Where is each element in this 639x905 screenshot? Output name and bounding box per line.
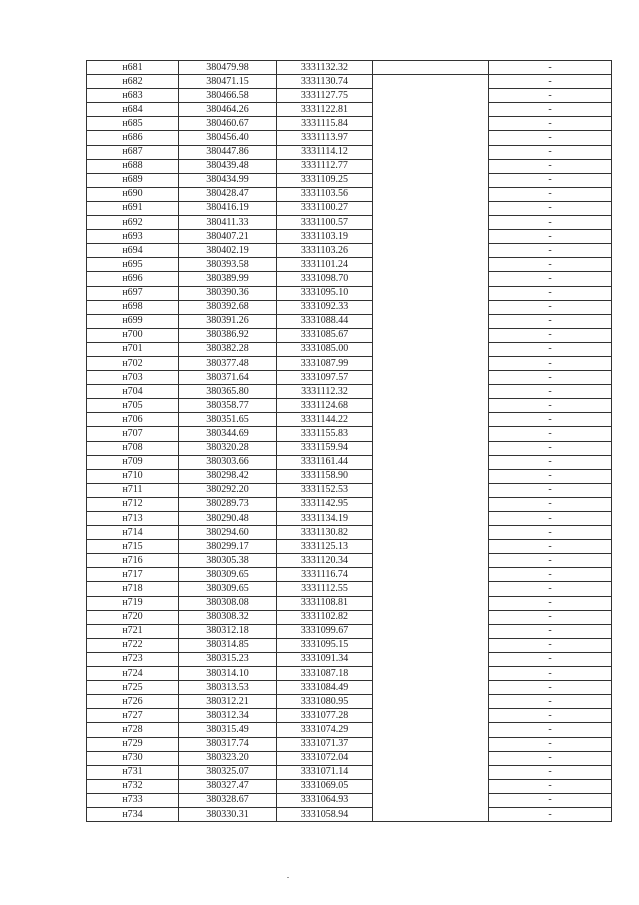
table-row — [87, 652, 612, 666]
note-cell: - — [489, 695, 612, 709]
point-id-cell: н684 — [87, 103, 179, 117]
point-id-cell: н715 — [87, 540, 179, 554]
y-coordinate-cell: 3331088.44 — [277, 314, 373, 328]
table-row — [87, 328, 612, 342]
table-row — [87, 667, 612, 681]
note-cell: - — [489, 667, 612, 681]
y-coordinate-cell: 3331058.94 — [277, 807, 373, 821]
y-coordinate-cell: 3331099.67 — [277, 624, 373, 638]
table-row — [87, 258, 612, 272]
x-coordinate-cell: 380289.73 — [179, 497, 277, 511]
table-row — [87, 385, 612, 399]
empty-cell — [373, 61, 489, 75]
note-cell: - — [489, 483, 612, 497]
y-coordinate-cell: 3331116.74 — [277, 568, 373, 582]
point-id-cell: н729 — [87, 737, 179, 751]
x-coordinate-cell: 380358.77 — [179, 399, 277, 413]
note-cell: - — [489, 75, 612, 89]
point-id-cell: н700 — [87, 328, 179, 342]
point-id-cell: н726 — [87, 695, 179, 709]
point-id-cell: н687 — [87, 145, 179, 159]
point-id-cell: н713 — [87, 512, 179, 526]
x-coordinate-cell: 380393.58 — [179, 258, 277, 272]
x-coordinate-cell: 380344.69 — [179, 427, 277, 441]
point-id-cell: н709 — [87, 455, 179, 469]
y-coordinate-cell: 3331120.34 — [277, 554, 373, 568]
y-coordinate-cell: 3331125.13 — [277, 540, 373, 554]
x-coordinate-cell: 380389.99 — [179, 272, 277, 286]
note-cell: - — [489, 173, 612, 187]
point-id-cell: н681 — [87, 61, 179, 75]
x-coordinate-cell: 380312.18 — [179, 624, 277, 638]
table-row — [87, 779, 612, 793]
point-id-cell: н701 — [87, 342, 179, 356]
y-coordinate-cell: 3331112.77 — [277, 159, 373, 173]
y-coordinate-cell: 3331112.55 — [277, 582, 373, 596]
x-coordinate-cell: 380290.48 — [179, 512, 277, 526]
point-id-cell: н690 — [87, 187, 179, 201]
table-row — [87, 201, 612, 215]
y-coordinate-cell: 3331071.14 — [277, 765, 373, 779]
coordinates-table — [86, 60, 612, 822]
y-coordinate-cell: 3331069.05 — [277, 779, 373, 793]
point-id-cell: н717 — [87, 568, 179, 582]
point-id-cell: н686 — [87, 131, 179, 145]
point-id-cell: н720 — [87, 610, 179, 624]
table-row — [87, 117, 612, 131]
x-coordinate-cell: 380317.74 — [179, 737, 277, 751]
table-row — [87, 103, 612, 117]
x-coordinate-cell: 380382.28 — [179, 342, 277, 356]
y-coordinate-cell: 3331114.12 — [277, 145, 373, 159]
x-coordinate-cell: 380456.40 — [179, 131, 277, 145]
table-row — [87, 737, 612, 751]
y-coordinate-cell: 3331132.32 — [277, 61, 373, 75]
x-coordinate-cell: 380315.23 — [179, 652, 277, 666]
x-coordinate-cell: 380323.20 — [179, 751, 277, 765]
table-row — [87, 399, 612, 413]
table-row — [87, 441, 612, 455]
y-coordinate-cell: 3331071.37 — [277, 737, 373, 751]
y-coordinate-cell: 3331103.26 — [277, 244, 373, 258]
note-cell: - — [489, 807, 612, 821]
note-cell: - — [489, 89, 612, 103]
x-coordinate-cell: 380466.58 — [179, 89, 277, 103]
table-row — [87, 681, 612, 695]
point-id-cell: н724 — [87, 667, 179, 681]
x-coordinate-cell: 380312.34 — [179, 709, 277, 723]
table-row — [87, 582, 612, 596]
y-coordinate-cell: 3331072.04 — [277, 751, 373, 765]
y-coordinate-cell: 3331142.95 — [277, 497, 373, 511]
table-row — [87, 145, 612, 159]
x-coordinate-cell: 380315.49 — [179, 723, 277, 737]
x-coordinate-cell: 380391.26 — [179, 314, 277, 328]
note-cell: - — [489, 455, 612, 469]
note-cell: - — [489, 300, 612, 314]
table-row — [87, 342, 612, 356]
note-cell: - — [489, 793, 612, 807]
note-cell: - — [489, 526, 612, 540]
note-cell: - — [489, 61, 612, 75]
point-id-cell: н695 — [87, 258, 179, 272]
table-row — [87, 596, 612, 610]
x-coordinate-cell: 380294.60 — [179, 526, 277, 540]
y-coordinate-cell: 3331077.28 — [277, 709, 373, 723]
y-coordinate-cell: 3331084.49 — [277, 681, 373, 695]
x-coordinate-cell: 380330.31 — [179, 807, 277, 821]
point-id-cell: н723 — [87, 652, 179, 666]
table-row — [87, 568, 612, 582]
y-coordinate-cell: 3331103.19 — [277, 230, 373, 244]
y-coordinate-cell: 3331097.57 — [277, 371, 373, 385]
note-cell: - — [489, 230, 612, 244]
y-coordinate-cell: 3331115.84 — [277, 117, 373, 131]
merged-empty-cell — [373, 75, 489, 822]
y-coordinate-cell: 3331161.44 — [277, 455, 373, 469]
point-id-cell: н716 — [87, 554, 179, 568]
table-row — [87, 723, 612, 737]
y-coordinate-cell: 3331102.82 — [277, 610, 373, 624]
note-cell: - — [489, 441, 612, 455]
point-id-cell: н734 — [87, 807, 179, 821]
x-coordinate-cell: 380392.68 — [179, 300, 277, 314]
scan-speck — [287, 877, 289, 878]
y-coordinate-cell: 3331159.94 — [277, 441, 373, 455]
note-cell: - — [489, 187, 612, 201]
table-row — [87, 512, 612, 526]
table-row — [87, 159, 612, 173]
note-cell: - — [489, 399, 612, 413]
point-id-cell: н732 — [87, 779, 179, 793]
table-row — [87, 61, 612, 75]
y-coordinate-cell: 3331085.67 — [277, 328, 373, 342]
point-id-cell: н722 — [87, 638, 179, 652]
x-coordinate-cell: 380298.42 — [179, 469, 277, 483]
table-row — [87, 371, 612, 385]
x-coordinate-cell: 380299.17 — [179, 540, 277, 554]
x-coordinate-cell: 380325.07 — [179, 765, 277, 779]
table-row — [87, 709, 612, 723]
point-id-cell: н727 — [87, 709, 179, 723]
table-row — [87, 540, 612, 554]
note-cell: - — [489, 469, 612, 483]
table-row — [87, 286, 612, 300]
point-id-cell: н683 — [87, 89, 179, 103]
table-row — [87, 300, 612, 314]
note-cell: - — [489, 779, 612, 793]
table-row — [87, 187, 612, 201]
point-id-cell: н731 — [87, 765, 179, 779]
note-cell: - — [489, 201, 612, 215]
x-coordinate-cell: 380447.86 — [179, 145, 277, 159]
point-id-cell: н714 — [87, 526, 179, 540]
x-coordinate-cell: 380327.47 — [179, 779, 277, 793]
x-coordinate-cell: 380464.26 — [179, 103, 277, 117]
x-coordinate-cell: 380386.92 — [179, 328, 277, 342]
table-row — [87, 89, 612, 103]
table-row — [87, 469, 612, 483]
point-id-cell: н694 — [87, 244, 179, 258]
point-id-cell: н699 — [87, 314, 179, 328]
point-id-cell: н682 — [87, 75, 179, 89]
y-coordinate-cell: 3331130.74 — [277, 75, 373, 89]
point-id-cell: н698 — [87, 300, 179, 314]
x-coordinate-cell: 380351.65 — [179, 413, 277, 427]
x-coordinate-cell: 380479.98 — [179, 61, 277, 75]
note-cell: - — [489, 258, 612, 272]
point-id-cell: н704 — [87, 385, 179, 399]
note-cell: - — [489, 328, 612, 342]
table-row — [87, 765, 612, 779]
point-id-cell: н733 — [87, 793, 179, 807]
note-cell: - — [489, 272, 612, 286]
point-id-cell: н730 — [87, 751, 179, 765]
note-cell: - — [489, 216, 612, 230]
coordinates-table-body — [87, 61, 612, 822]
note-cell: - — [489, 385, 612, 399]
x-coordinate-cell: 380371.64 — [179, 371, 277, 385]
x-coordinate-cell: 380303.66 — [179, 455, 277, 469]
note-cell: - — [489, 342, 612, 356]
note-cell: - — [489, 159, 612, 173]
table-row — [87, 427, 612, 441]
y-coordinate-cell: 3331098.70 — [277, 272, 373, 286]
point-id-cell: н725 — [87, 681, 179, 695]
point-id-cell: н703 — [87, 371, 179, 385]
point-id-cell: н718 — [87, 582, 179, 596]
point-id-cell: н706 — [87, 413, 179, 427]
x-coordinate-cell: 380292.20 — [179, 483, 277, 497]
note-cell: - — [489, 131, 612, 145]
table-row — [87, 455, 612, 469]
point-id-cell: н697 — [87, 286, 179, 300]
point-id-cell: н708 — [87, 441, 179, 455]
point-id-cell: н711 — [87, 483, 179, 497]
y-coordinate-cell: 3331085.00 — [277, 342, 373, 356]
note-cell: - — [489, 117, 612, 131]
note-cell: - — [489, 286, 612, 300]
note-cell: - — [489, 638, 612, 652]
x-coordinate-cell: 380416.19 — [179, 201, 277, 215]
table-row — [87, 807, 612, 821]
note-cell: - — [489, 145, 612, 159]
table-row — [87, 356, 612, 370]
note-cell: - — [489, 103, 612, 117]
point-id-cell: н728 — [87, 723, 179, 737]
note-cell: - — [489, 497, 612, 511]
y-coordinate-cell: 3331087.99 — [277, 356, 373, 370]
x-coordinate-cell: 380312.21 — [179, 695, 277, 709]
x-coordinate-cell: 380411.33 — [179, 216, 277, 230]
table-row — [87, 272, 612, 286]
table-row — [87, 483, 612, 497]
y-coordinate-cell: 3331152.53 — [277, 483, 373, 497]
note-cell: - — [489, 751, 612, 765]
x-coordinate-cell: 380365.80 — [179, 385, 277, 399]
point-id-cell: н721 — [87, 624, 179, 638]
table-row — [87, 695, 612, 709]
point-id-cell: н712 — [87, 497, 179, 511]
x-coordinate-cell: 380308.32 — [179, 610, 277, 624]
y-coordinate-cell: 3331144.22 — [277, 413, 373, 427]
x-coordinate-cell: 380471.15 — [179, 75, 277, 89]
x-coordinate-cell: 380309.65 — [179, 582, 277, 596]
y-coordinate-cell: 3331158.90 — [277, 469, 373, 483]
note-cell: - — [489, 540, 612, 554]
y-coordinate-cell: 3331095.15 — [277, 638, 373, 652]
point-id-cell: н710 — [87, 469, 179, 483]
note-cell: - — [489, 596, 612, 610]
y-coordinate-cell: 3331100.27 — [277, 201, 373, 215]
x-coordinate-cell: 380434.99 — [179, 173, 277, 187]
y-coordinate-cell: 3331087.18 — [277, 667, 373, 681]
note-cell: - — [489, 765, 612, 779]
y-coordinate-cell: 3331100.57 — [277, 216, 373, 230]
table-row — [87, 244, 612, 258]
y-coordinate-cell: 3331095.10 — [277, 286, 373, 300]
y-coordinate-cell: 3331113.97 — [277, 131, 373, 145]
table-row — [87, 230, 612, 244]
x-coordinate-cell: 380313.53 — [179, 681, 277, 695]
y-coordinate-cell: 3331092.33 — [277, 300, 373, 314]
note-cell: - — [489, 371, 612, 385]
note-cell: - — [489, 244, 612, 258]
note-cell: - — [489, 737, 612, 751]
x-coordinate-cell: 380460.67 — [179, 117, 277, 131]
point-id-cell: н705 — [87, 399, 179, 413]
table-row — [87, 413, 612, 427]
point-id-cell: н696 — [87, 272, 179, 286]
note-cell: - — [489, 413, 612, 427]
y-coordinate-cell: 3331091.34 — [277, 652, 373, 666]
note-cell: - — [489, 512, 612, 526]
y-coordinate-cell: 3331109.25 — [277, 173, 373, 187]
note-cell: - — [489, 356, 612, 370]
x-coordinate-cell: 380309.65 — [179, 568, 277, 582]
y-coordinate-cell: 3331130.82 — [277, 526, 373, 540]
y-coordinate-cell: 3331127.75 — [277, 89, 373, 103]
y-coordinate-cell: 3331155.83 — [277, 427, 373, 441]
x-coordinate-cell: 380439.48 — [179, 159, 277, 173]
point-id-cell: н692 — [87, 216, 179, 230]
table-row — [87, 638, 612, 652]
table-row — [87, 75, 612, 89]
table-row — [87, 314, 612, 328]
x-coordinate-cell: 380377.48 — [179, 356, 277, 370]
note-cell: - — [489, 554, 612, 568]
y-coordinate-cell: 3331103.56 — [277, 187, 373, 201]
x-coordinate-cell: 380314.85 — [179, 638, 277, 652]
note-cell: - — [489, 568, 612, 582]
x-coordinate-cell: 380402.19 — [179, 244, 277, 258]
table-row — [87, 624, 612, 638]
x-coordinate-cell: 380428.47 — [179, 187, 277, 201]
table-row — [87, 173, 612, 187]
note-cell: - — [489, 427, 612, 441]
point-id-cell: н689 — [87, 173, 179, 187]
y-coordinate-cell: 3331134.19 — [277, 512, 373, 526]
x-coordinate-cell: 380320.28 — [179, 441, 277, 455]
note-cell: - — [489, 314, 612, 328]
point-id-cell: н691 — [87, 201, 179, 215]
y-coordinate-cell: 3331124.68 — [277, 399, 373, 413]
y-coordinate-cell: 3331080.95 — [277, 695, 373, 709]
point-id-cell: н685 — [87, 117, 179, 131]
table-row — [87, 554, 612, 568]
y-coordinate-cell: 3331101.24 — [277, 258, 373, 272]
point-id-cell: н693 — [87, 230, 179, 244]
table-row — [87, 216, 612, 230]
table-row — [87, 526, 612, 540]
point-id-cell: н719 — [87, 596, 179, 610]
table-row — [87, 497, 612, 511]
y-coordinate-cell: 3331108.81 — [277, 596, 373, 610]
x-coordinate-cell: 380305.38 — [179, 554, 277, 568]
y-coordinate-cell: 3331122.81 — [277, 103, 373, 117]
note-cell: - — [489, 582, 612, 596]
note-cell: - — [489, 624, 612, 638]
table-row — [87, 131, 612, 145]
note-cell: - — [489, 681, 612, 695]
x-coordinate-cell: 380314.10 — [179, 667, 277, 681]
note-cell: - — [489, 723, 612, 737]
point-id-cell: н702 — [87, 356, 179, 370]
note-cell: - — [489, 652, 612, 666]
note-cell: - — [489, 610, 612, 624]
table-row — [87, 751, 612, 765]
y-coordinate-cell: 3331064.93 — [277, 793, 373, 807]
table-row — [87, 610, 612, 624]
x-coordinate-cell: 380328.67 — [179, 793, 277, 807]
point-id-cell: н688 — [87, 159, 179, 173]
y-coordinate-cell: 3331112.32 — [277, 385, 373, 399]
y-coordinate-cell: 3331074.29 — [277, 723, 373, 737]
point-id-cell: н707 — [87, 427, 179, 441]
table-row — [87, 793, 612, 807]
x-coordinate-cell: 380407.21 — [179, 230, 277, 244]
note-cell: - — [489, 709, 612, 723]
x-coordinate-cell: 380390.36 — [179, 286, 277, 300]
x-coordinate-cell: 380308.08 — [179, 596, 277, 610]
